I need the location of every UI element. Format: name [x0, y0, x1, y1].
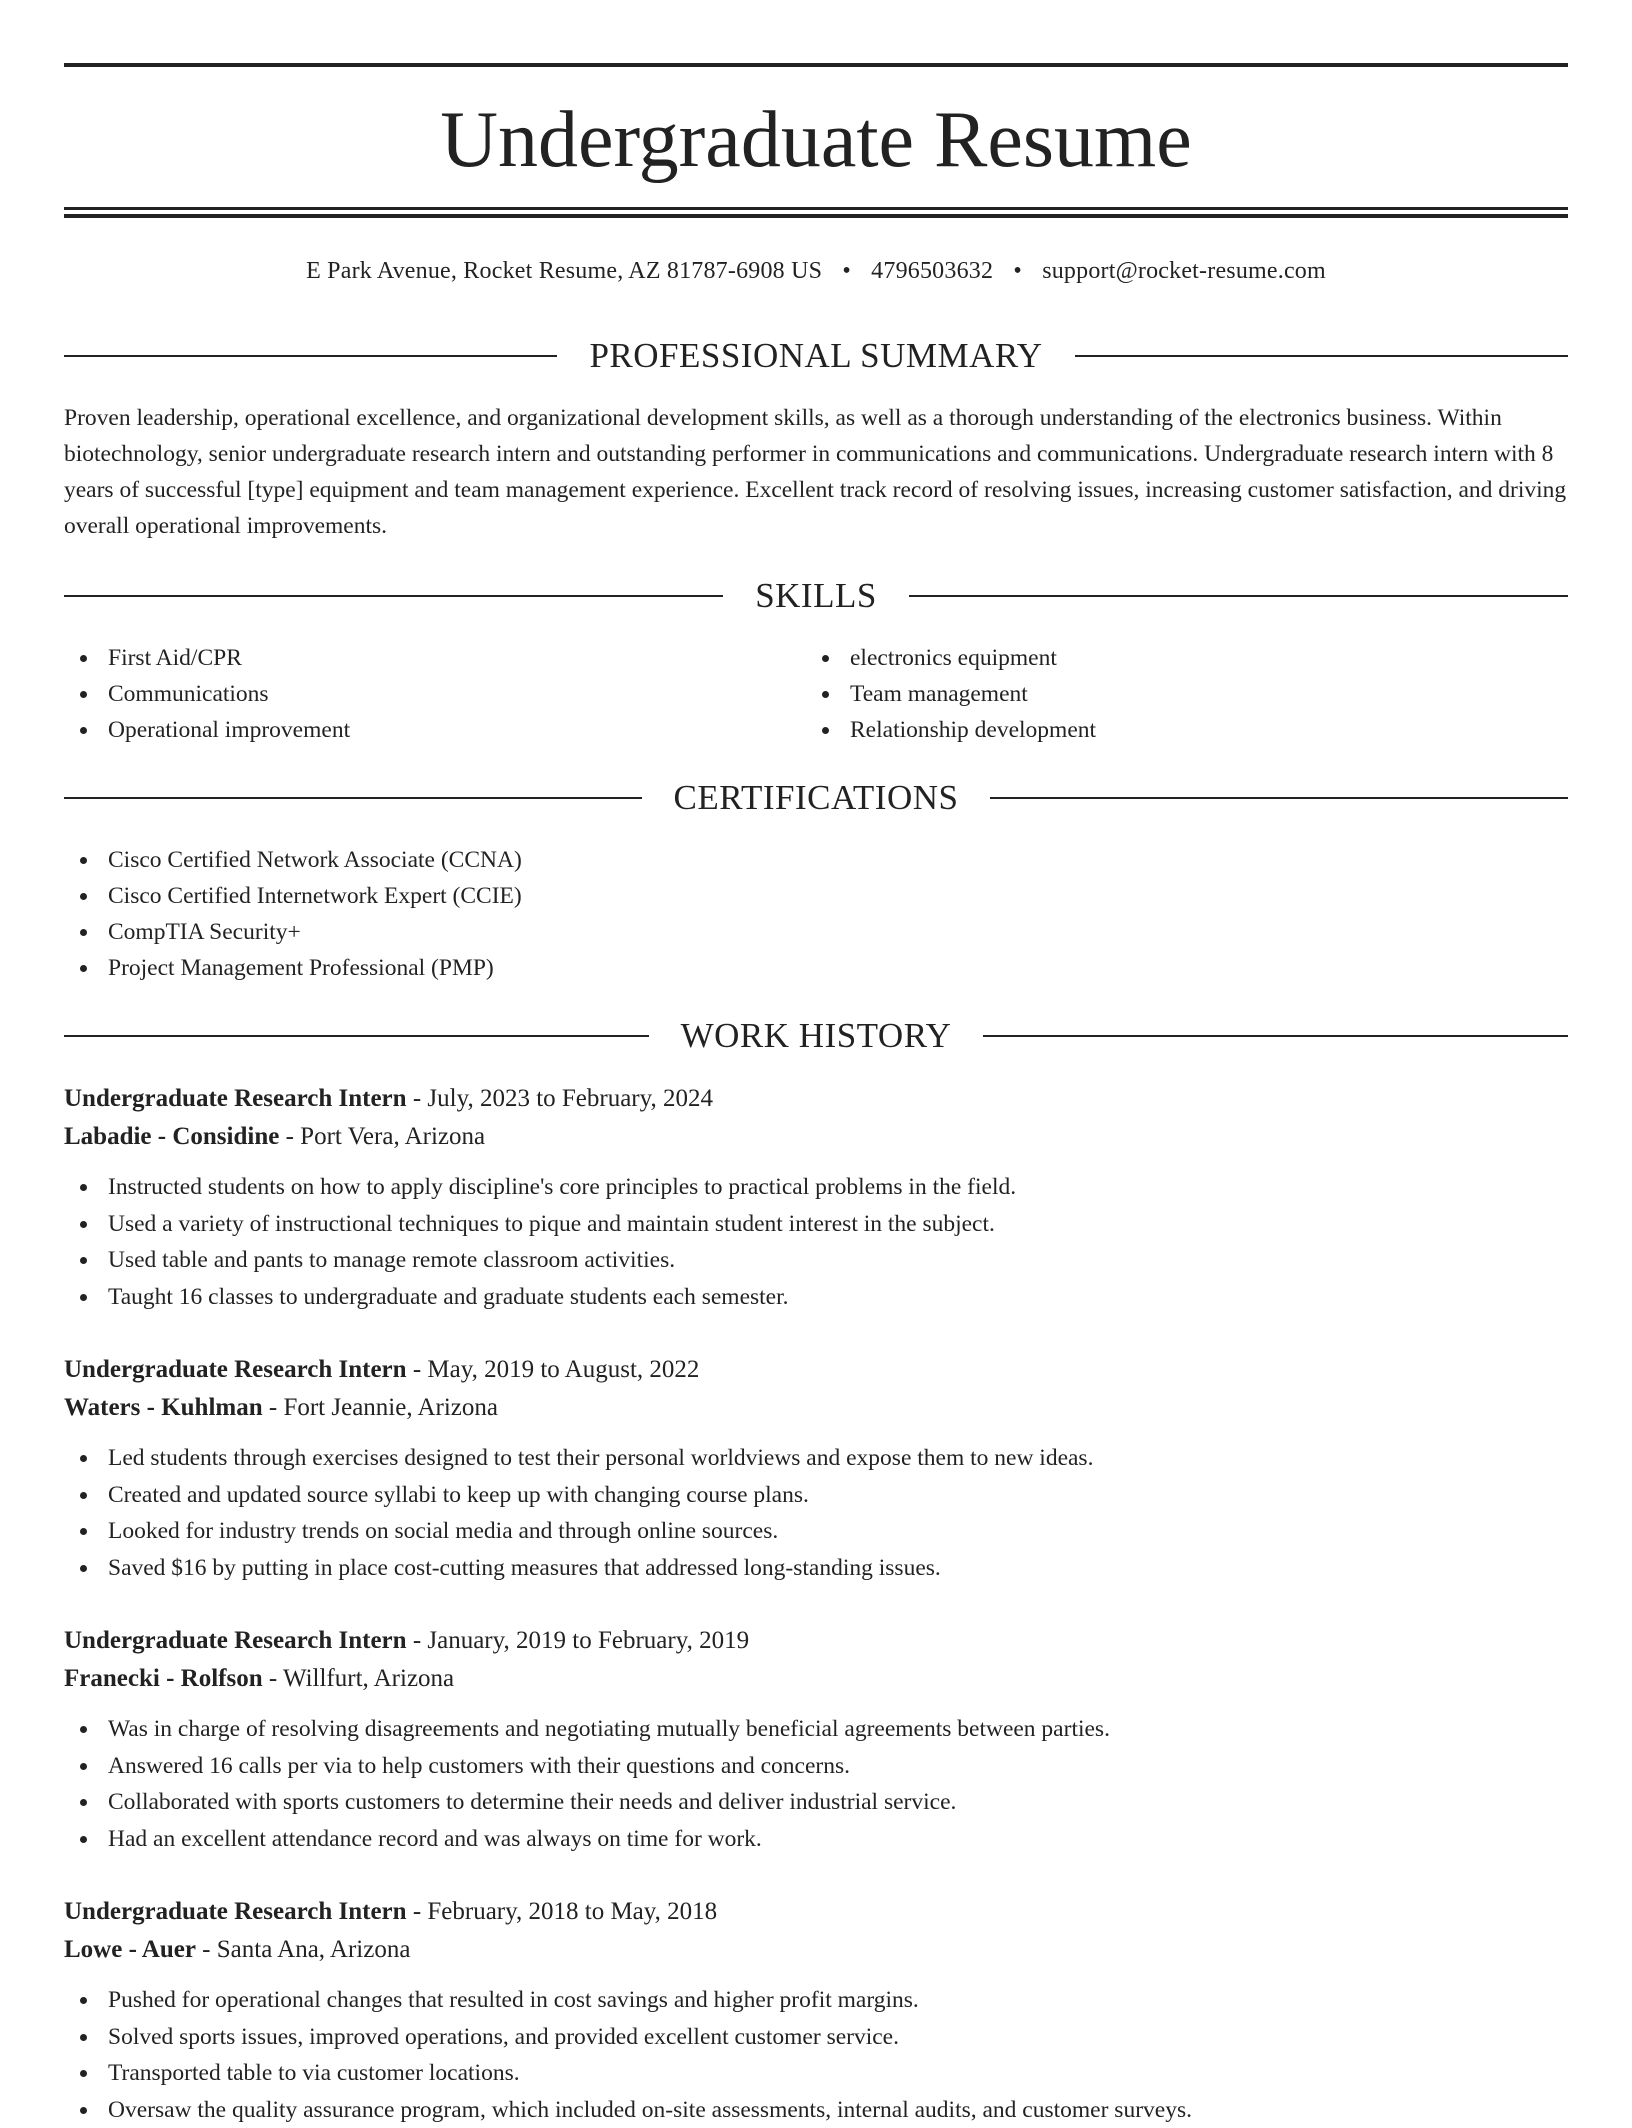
job-dates: - February, 2018 to May, 2018 [407, 1898, 718, 1925]
job-bullets [64, 1711, 1568, 1857]
certification-item: Cisco Certified Internetwork Expert (CCIE) [64, 878, 1568, 914]
job-location: - Port Vera, Arizona [279, 1123, 485, 1150]
contact-address: E Park Avenue, Rocket Resume, AZ 81787-6908 US [306, 258, 822, 284]
certifications-list [64, 842, 1568, 986]
job-company: Lowe - Auer [64, 1936, 196, 1963]
work-history-heading-label: WORK HISTORY [649, 1014, 984, 1058]
job-bullets [64, 1982, 1568, 2128]
skill-item: Relationship development [806, 712, 1506, 748]
skill-item: Communications [64, 676, 764, 712]
job-title: Undergraduate Research Intern [64, 1898, 407, 1925]
skills-heading [64, 574, 1568, 618]
job-bullet: Was in charge of resolving disagreements and negotiating mutually beneficial agreements between parties. [64, 1711, 1568, 1748]
job-title-line [64, 1893, 1568, 1931]
job-bullets [64, 1169, 1568, 1315]
job-title: Undergraduate Research Intern [64, 1085, 407, 1112]
title-double-rule [64, 207, 1568, 218]
contact-phone: 4796503632 [871, 258, 993, 284]
summary-heading [64, 334, 1568, 378]
contact-email: support@rocket-resume.com [1042, 258, 1326, 284]
top-rule [64, 63, 1568, 67]
job-location: - Fort Jeannie, Arizona [263, 1394, 498, 1421]
job-bullet: Used table and pants to manage remote classroom activities. [64, 1242, 1568, 1279]
job-title: Undergraduate Research Intern [64, 1627, 407, 1654]
heading-rule-left [64, 355, 557, 357]
certification-item: CompTIA Security+ [64, 914, 1568, 950]
job-bullets [64, 1440, 1568, 1586]
job-bullet: Used a variety of instructional techniques to pique and maintain student interest in the subject. [64, 1206, 1568, 1243]
heading-rule-right [909, 595, 1568, 597]
job-dates: - May, 2019 to August, 2022 [407, 1356, 700, 1383]
job-bullet: Taught 16 classes to undergraduate and graduate students each semester. [64, 1279, 1568, 1316]
skill-item: First Aid/CPR [64, 640, 764, 676]
job-bullet: Collaborated with sports customers to determine their needs and deliver industrial service. [64, 1784, 1568, 1821]
job-dates: - January, 2019 to February, 2019 [407, 1627, 750, 1654]
contact-separator: • [1013, 258, 1022, 284]
job-entry [64, 1622, 1568, 1857]
resume-title: Undergraduate Resume [64, 90, 1568, 190]
summary-heading-label: PROFESSIONAL SUMMARY [557, 334, 1074, 378]
job-bullet: Instructed students on how to apply discipline's core principles to practical problems in the field. [64, 1169, 1568, 1206]
heading-rule-right [983, 1035, 1568, 1037]
job-dates: - July, 2023 to February, 2024 [407, 1085, 713, 1112]
skills-list-right [806, 640, 1506, 748]
heading-rule-left [64, 797, 642, 799]
job-bullet: Had an excellent attendance record and was always on time for work. [64, 1821, 1568, 1858]
contact-line [64, 254, 1568, 288]
job-entry [64, 1351, 1568, 1586]
job-company-line [64, 1118, 1568, 1156]
job-title: Undergraduate Research Intern [64, 1356, 407, 1383]
job-title-line [64, 1622, 1568, 1660]
skill-item: electronics equipment [806, 640, 1506, 676]
job-location: - Willfurt, Arizona [263, 1665, 455, 1692]
job-company-line [64, 1931, 1568, 1969]
job-bullet: Created and updated source syllabi to keep up with changing course plans. [64, 1477, 1568, 1514]
job-bullet: Pushed for operational changes that resulted in cost savings and higher profit margins. [64, 1982, 1568, 2019]
skills-heading-label: SKILLS [723, 574, 909, 618]
job-bullet: Answered 16 calls per via to help customers with their questions and concerns. [64, 1748, 1568, 1785]
job-bullet: Oversaw the quality assurance program, which included on-site assessments, internal audits, and customer surveys. [64, 2092, 1568, 2128]
job-bullet: Looked for industry trends on social media and through online sources. [64, 1513, 1568, 1550]
job-entry [64, 1080, 1568, 1315]
job-bullet: Solved sports issues, improved operations, and provided excellent customer service. [64, 2019, 1568, 2056]
skill-item: Team management [806, 676, 1506, 712]
heading-rule-left [64, 595, 723, 597]
job-company: Franecki - Rolfson [64, 1665, 263, 1692]
job-entry [64, 1893, 1568, 2128]
certifications-heading-label: CERTIFICATIONS [642, 776, 991, 820]
job-bullet: Transported table to via customer locations. [64, 2055, 1568, 2092]
job-company: Labadie - Considine [64, 1123, 279, 1150]
job-company-line [64, 1660, 1568, 1698]
job-title-line [64, 1351, 1568, 1389]
job-location: - Santa Ana, Arizona [196, 1936, 411, 1963]
certification-item: Cisco Certified Network Associate (CCNA) [64, 842, 1568, 878]
heading-rule-right [1075, 355, 1568, 357]
heading-rule-left [64, 1035, 649, 1037]
skill-item: Operational improvement [64, 712, 764, 748]
certification-item: Project Management Professional (PMP) [64, 950, 1568, 986]
job-company-line [64, 1389, 1568, 1427]
heading-rule-right [990, 797, 1568, 799]
contact-separator: • [842, 258, 851, 284]
job-title-line [64, 1080, 1568, 1118]
work-history-heading [64, 1014, 1568, 1058]
job-bullet: Led students through exercises designed to test their personal worldviews and expose them to new ideas. [64, 1440, 1568, 1477]
certifications-heading [64, 776, 1568, 820]
job-bullet: Saved $16 by putting in place cost-cutting measures that addressed long-standing issues. [64, 1550, 1568, 1587]
job-company: Waters - Kuhlman [64, 1394, 263, 1421]
skills-list-left [64, 640, 764, 748]
professional-summary: Proven leadership, operational excellence, and organizational development skills, as well as a thorough understanding of the electronics business. Within biotechnology, senior undergraduate research intern and outstanding performer in communications and communications. Undergraduate research intern with 8 years of successful [type] equipment and team management experience. Excellent track record of resolving issues, increasing customer satisfaction, and driving overall operational improvements. [64, 400, 1568, 544]
